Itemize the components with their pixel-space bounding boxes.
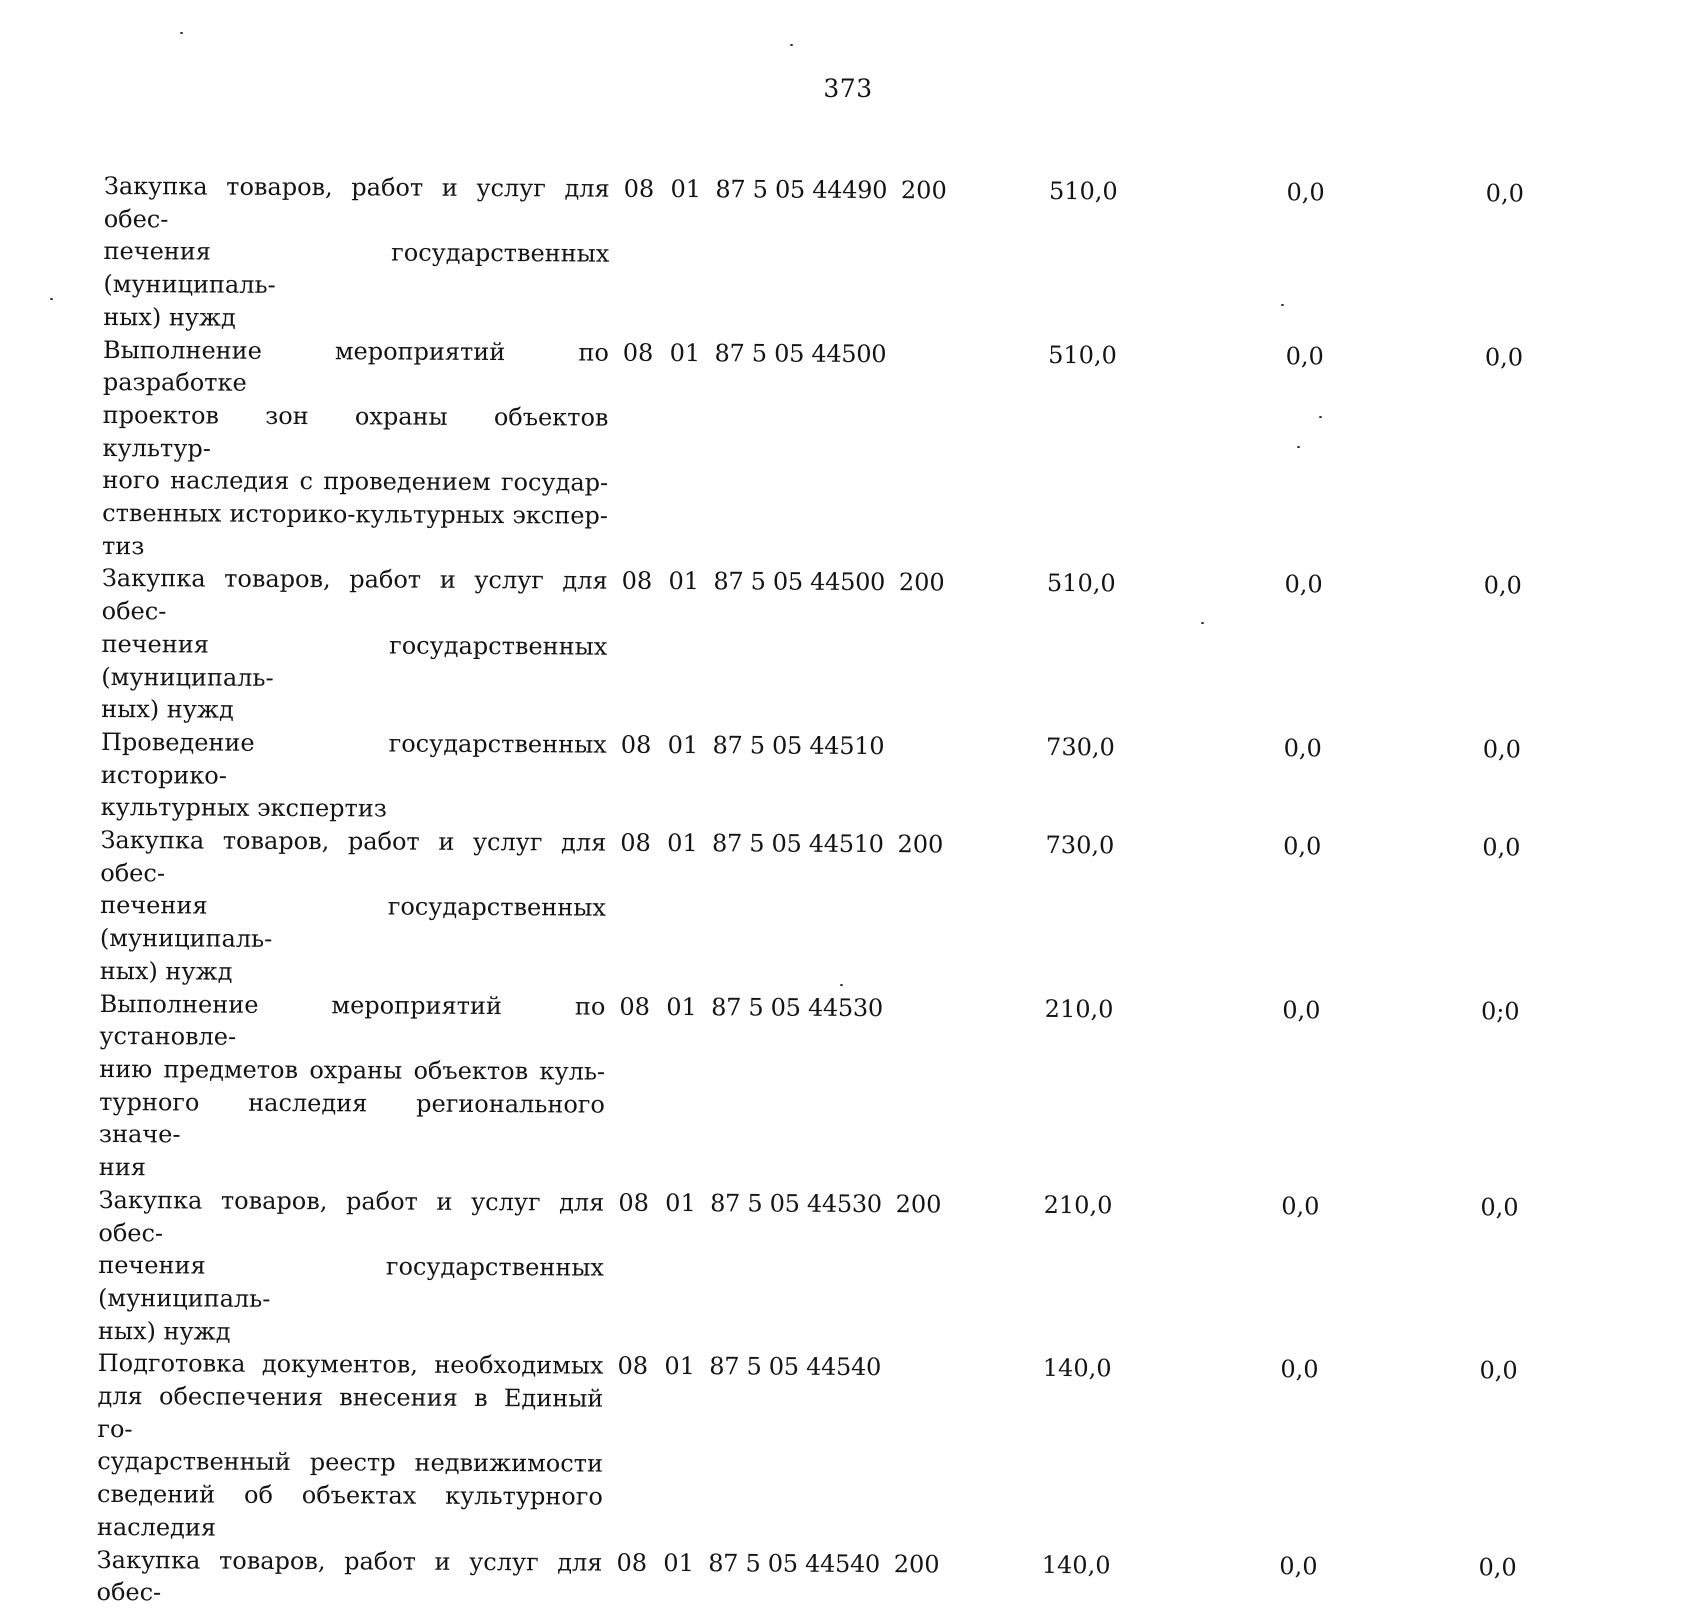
row-subsection: 01 bbox=[668, 567, 700, 596]
scan-speck bbox=[1201, 622, 1204, 624]
row-sum-year3: 0,0 bbox=[1480, 1193, 1519, 1222]
row-section: 08 bbox=[619, 992, 651, 1021]
row-target-article: 87 5 05 44540 bbox=[709, 1352, 882, 1382]
row-section: 08 bbox=[617, 1352, 649, 1381]
row-sum-year2: 0,0 bbox=[1284, 570, 1323, 599]
budget-table bbox=[96, 170, 1524, 1616]
row-target-article: 87 5 05 44500 bbox=[713, 567, 886, 597]
table-row bbox=[100, 824, 1521, 995]
row-expense-kind: 200 bbox=[897, 830, 944, 859]
row-expense-kind: 200 bbox=[900, 176, 947, 205]
row-expense-kind: 200 bbox=[898, 568, 945, 597]
row-section: 08 bbox=[618, 1188, 649, 1217]
row-name: Выполнение мероприятий по разработке проектов зон охраны объектов культур- ного наследия с проведением государ- ственных историко-культурных экспер- тиз bbox=[101, 335, 609, 560]
row-section: 08 bbox=[622, 338, 654, 367]
row-sum-year3: 0,0 bbox=[1478, 1552, 1517, 1581]
row-sum-year3: 0,0 bbox=[1483, 571, 1522, 600]
row-sum-year2: 0,0 bbox=[1282, 995, 1321, 1024]
row-section: 08 bbox=[620, 730, 652, 759]
row-target-article: 87 5 05 44530 bbox=[710, 1188, 882, 1218]
row-sum-year2: 0,0 bbox=[1283, 832, 1322, 861]
row-sum-year1: 510,0 bbox=[1048, 176, 1118, 206]
table-row bbox=[101, 562, 1522, 733]
row-section: 08 bbox=[621, 567, 653, 596]
table-row bbox=[101, 726, 1521, 832]
row-sum-year3: 0,0 bbox=[1482, 833, 1521, 862]
row-expense-kind: 200 bbox=[893, 1549, 940, 1578]
row-sum-year1: 140,0 bbox=[1042, 1354, 1112, 1383]
row-target-article: 87 5 05 44540 bbox=[708, 1548, 881, 1578]
row-subsection: 01 bbox=[667, 730, 699, 760]
row-section: 08 bbox=[623, 174, 655, 203]
row-sum-year2: 0,0 bbox=[1281, 1191, 1320, 1221]
scan-speck bbox=[1297, 446, 1300, 448]
row-subsection: 01 bbox=[665, 1188, 696, 1217]
row-name: Выполнение мероприятий по установле- нию предметов охраны объектов куль- турного наследия регионального значе- ния bbox=[98, 989, 606, 1182]
table-row bbox=[96, 1544, 1516, 1616]
row-name: Закупка товаров, работ и услуг для обес- печения государственных (муниципаль- ных) нужд bbox=[101, 564, 608, 724]
scan-speck bbox=[1319, 416, 1322, 418]
row-sum-year1: 510,0 bbox=[1048, 340, 1117, 369]
row-target-article: 87 5 05 44490 bbox=[715, 175, 888, 205]
row-expense-kind: 200 bbox=[895, 1189, 942, 1219]
row-subsection: 01 bbox=[664, 1352, 695, 1381]
row-sum-year2: 0,0 bbox=[1280, 1355, 1319, 1384]
scan-speck bbox=[180, 32, 183, 34]
row-sum-year2: 0,0 bbox=[1283, 734, 1322, 763]
table-row bbox=[102, 334, 1523, 570]
row-sum-year1: 210,0 bbox=[1044, 994, 1114, 1023]
row-section: 08 bbox=[616, 1548, 648, 1577]
row-sum-year3: 0,0 bbox=[1484, 342, 1524, 371]
row-sum-year2: 0,0 bbox=[1279, 1551, 1318, 1580]
scan-speck bbox=[50, 298, 53, 300]
scan-speck bbox=[840, 984, 843, 986]
row-target-article: 87 5 05 44510 bbox=[712, 731, 885, 761]
row-expense-kind bbox=[895, 1351, 1002, 1352]
row-name: Закупка товаров, работ и услуг для обес- bbox=[96, 1545, 603, 1607]
row-sum-year1: 210,0 bbox=[1043, 1190, 1113, 1220]
row-subsection: 01 bbox=[667, 829, 698, 858]
row-expense-kind bbox=[900, 338, 1007, 339]
row-sum-year3: 0;0 bbox=[1480, 996, 1520, 1026]
row-subsection: 01 bbox=[666, 992, 697, 1021]
row-sum-year1: 730,0 bbox=[1046, 732, 1115, 762]
row-target-article: 87 5 05 44530 bbox=[711, 992, 883, 1022]
row-name: Подготовка документов, необходимых для обеспечения внесения в Единый го- сударственный реестр недвижимости сведений об объектах культурного наследия bbox=[96, 1349, 604, 1542]
row-expense-kind bbox=[897, 992, 1004, 993]
row-expense-kind bbox=[898, 730, 1005, 731]
row-subsection: 01 bbox=[663, 1548, 694, 1577]
row-sum-year2: 0,0 bbox=[1285, 341, 1324, 370]
row-sum-year3: 0,0 bbox=[1482, 735, 1522, 764]
row-name: Проведение государственных историко- культурных экспертиз bbox=[100, 727, 607, 823]
table-row bbox=[98, 1184, 1519, 1355]
row-sum-year1: 510,0 bbox=[1046, 569, 1116, 598]
scan-speck bbox=[1281, 304, 1284, 306]
row-name: Закупка товаров, работ и услуг для обес- печения государственных (муниципаль- ных) нужд bbox=[103, 171, 610, 332]
row-sum-year3: 0,0 bbox=[1479, 1356, 1518, 1385]
row-target-article: 87 5 05 44510 bbox=[711, 829, 884, 859]
table-row bbox=[103, 170, 1524, 341]
row-sum-year3: 0,0 bbox=[1485, 179, 1524, 208]
row-subsection: 01 bbox=[670, 174, 702, 204]
row-sum-year1: 730,0 bbox=[1045, 831, 1115, 860]
row-name: Закупка товаров, работ и услуг для обес- печения государственных (муниципаль- ных) нужд bbox=[99, 826, 607, 986]
table-row bbox=[99, 988, 1520, 1192]
row-target-article: 87 5 05 44500 bbox=[714, 338, 887, 368]
scan-speck bbox=[790, 44, 793, 46]
row-subsection: 01 bbox=[669, 338, 701, 367]
table-row bbox=[97, 1347, 1518, 1551]
page-number: 373 bbox=[823, 74, 873, 103]
row-section: 08 bbox=[620, 828, 651, 857]
row-sum-year1: 140,0 bbox=[1041, 1550, 1111, 1579]
row-sum-year2: 0,0 bbox=[1286, 178, 1325, 207]
row-name: Закупка товаров, работ и услуг для обес- печения государственных (муниципаль- ных) нужд bbox=[97, 1185, 605, 1346]
